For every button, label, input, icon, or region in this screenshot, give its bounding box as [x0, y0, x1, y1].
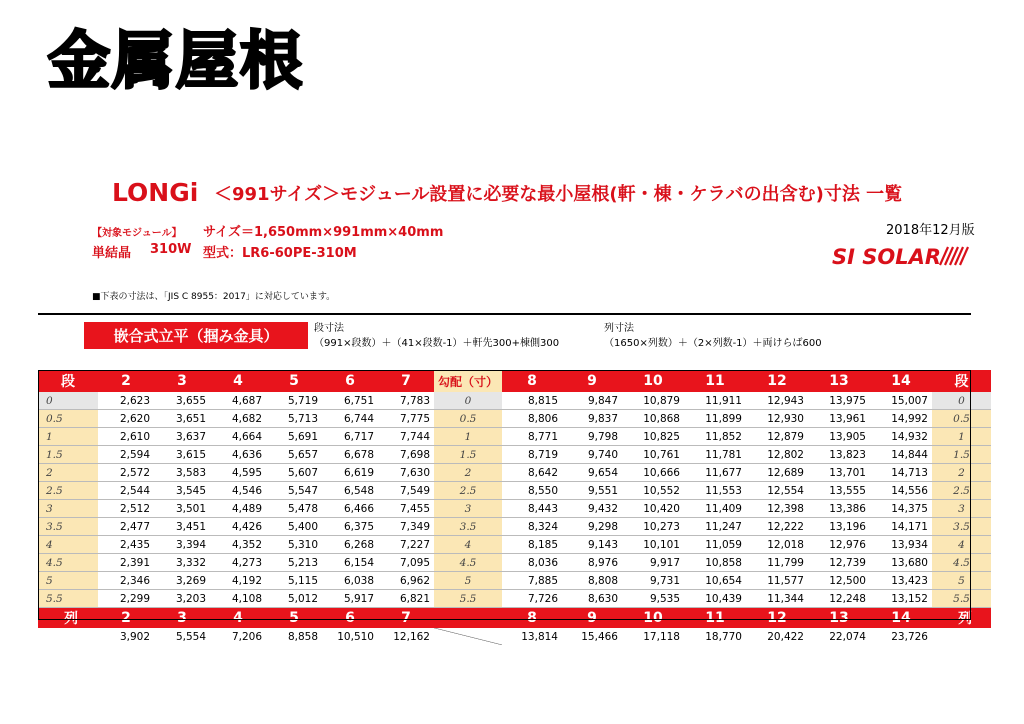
row-dimension-cell: 13,961 — [808, 410, 870, 428]
slope-label: 0 — [38, 392, 98, 410]
row-dimension-cell: 4,352 — [210, 536, 266, 554]
row-formula-title: 段寸法 — [314, 323, 344, 334]
row-dimension-cell: 5,547 — [266, 482, 322, 500]
row-dimension-cell: 3,394 — [154, 536, 210, 554]
row-dimension-cell: 3,451 — [154, 518, 210, 536]
slope-label: 5.5 — [434, 590, 502, 608]
row-dimension-cell: 6,619 — [322, 464, 378, 482]
row-dimension-cell: 2,594 — [98, 446, 154, 464]
column-dimension-cell: 20,422 — [767, 630, 804, 643]
row-dimension-cell: 6,548 — [322, 482, 378, 500]
row-dimension-cell: 3,651 — [154, 410, 210, 428]
row-dimension-cell: 9,847 — [562, 392, 622, 410]
column-count-heading: 4 — [210, 608, 266, 629]
slope-label: 5 — [38, 572, 98, 590]
si-solar-logo-text: SI SOLAR — [832, 245, 942, 269]
row-dimension-cell: 5,478 — [266, 500, 322, 518]
slope-label: 0.5 — [434, 410, 502, 428]
row-dimension-cell: 4,595 — [210, 464, 266, 482]
row-dimension-cell: 13,386 — [808, 500, 870, 518]
slope-label: 5.5 — [932, 590, 991, 608]
slope-label: 1 — [38, 428, 98, 446]
slope-label: 4 — [932, 536, 991, 554]
row-dimension-cell: 6,962 — [378, 572, 434, 590]
row-count-heading: 4 — [210, 370, 266, 392]
column-formula-title: 列寸法 — [604, 323, 634, 334]
row-dimension-cell: 8,550 — [502, 482, 562, 500]
row-header-label: 段 — [932, 370, 991, 392]
row-count-header — [38, 370, 991, 392]
table-row — [38, 428, 991, 446]
slope-label: 4 — [434, 536, 502, 554]
row-dimension-cell: 14,992 — [870, 410, 932, 428]
row-dimension-cell: 13,423 — [870, 572, 932, 590]
column-count-heading: 5 — [266, 608, 322, 629]
row-dimension-cell: 7,775 — [378, 410, 434, 428]
row-count-heading: 12 — [746, 370, 808, 392]
row-dimension-cell: 2,346 — [98, 572, 154, 590]
slope-label: 2 — [932, 464, 991, 482]
row-header-label: 段 — [38, 370, 98, 392]
column-count-heading: 6 — [322, 608, 378, 629]
slope-label: 0.5 — [932, 410, 991, 428]
row-dimension-cell: 8,642 — [502, 464, 562, 482]
row-count-heading: 6 — [322, 370, 378, 392]
column-count-heading: 3 — [154, 608, 210, 629]
row-dimension-cell: 12,879 — [746, 428, 808, 446]
row-dimension-cell: 3,332 — [154, 554, 210, 572]
column-dimension-cell: 15,466 — [581, 630, 618, 643]
slope-label: 1.5 — [38, 446, 98, 464]
slope-label: 1.5 — [932, 446, 991, 464]
table-row — [38, 500, 991, 518]
row-dimension-cell: 4,636 — [210, 446, 266, 464]
row-count-heading: 13 — [808, 370, 870, 392]
row-dimension-cell: 3,269 — [154, 572, 210, 590]
row-dimension-cell: 13,934 — [870, 536, 932, 554]
row-dimension-cell: 14,713 — [870, 464, 932, 482]
slope-heading: 勾配（寸） — [434, 370, 502, 392]
row-dimension-cell: 9,535 — [622, 590, 684, 608]
slope-label: 3.5 — [38, 518, 98, 536]
column-count-heading: 2 — [98, 608, 154, 629]
row-dimension-cell: 8,630 — [562, 590, 622, 608]
row-dimension-cell: 7,095 — [378, 554, 434, 572]
row-dimension-cell: 13,196 — [808, 518, 870, 536]
row-dimension-cell: 10,879 — [622, 392, 684, 410]
edition-date: 2018年12月版 — [886, 223, 975, 238]
slope-label: 2.5 — [932, 482, 991, 500]
module-wattage: 310W — [150, 242, 192, 257]
slope-label: 3 — [932, 500, 991, 518]
row-dimension-cell: 8,036 — [502, 554, 562, 572]
row-dimension-cell: 13,823 — [808, 446, 870, 464]
row-dimension-cell: 2,435 — [98, 536, 154, 554]
slope-label: 2.5 — [434, 482, 502, 500]
row-dimension-cell: 7,549 — [378, 482, 434, 500]
column-count-heading: 8 — [502, 608, 562, 629]
row-dimension-cell: 2,477 — [98, 518, 154, 536]
row-dimension-cell: 4,687 — [210, 392, 266, 410]
row-dimension-cell: 11,247 — [684, 518, 746, 536]
row-dimension-cell: 10,761 — [622, 446, 684, 464]
column-dimension-cell: 3,902 — [119, 630, 150, 643]
row-dimension-cell: 10,858 — [684, 554, 746, 572]
row-dimension-cell: 3,655 — [154, 392, 210, 410]
slope-label: 4.5 — [434, 554, 502, 572]
row-dimension-cell: 12,222 — [746, 518, 808, 536]
si-solar-logo — [832, 243, 972, 269]
column-dimension-cell: 5,554 — [175, 630, 206, 643]
column-dimension-cell: 10,510 — [337, 630, 374, 643]
module-model: 型式：LR6-60PE-310M — [203, 246, 357, 261]
slope-label: 4 — [38, 536, 98, 554]
row-dimension-cell: 9,551 — [562, 482, 622, 500]
row-dimension-cell: 8,185 — [502, 536, 562, 554]
column-dimension-cell: 12,162 — [393, 630, 430, 643]
row-dimension-cell: 4,682 — [210, 410, 266, 428]
row-dimension-cell: 3,615 — [154, 446, 210, 464]
row-dimension-cell: 3,637 — [154, 428, 210, 446]
row-dimension-cell: 11,553 — [684, 482, 746, 500]
column-dimension-cell: 17,118 — [643, 630, 680, 643]
module-size: サイズ＝1,650mm×991mm×40mm — [203, 225, 444, 240]
table-row — [38, 392, 991, 410]
row-count-heading: 7 — [378, 370, 434, 392]
row-dimension-cell: 8,771 — [502, 428, 562, 446]
slope-label: 3 — [38, 500, 98, 518]
row-dimension-cell: 10,868 — [622, 410, 684, 428]
slope-label: 0 — [932, 392, 991, 410]
row-dimension-cell: 10,552 — [622, 482, 684, 500]
row-dimension-cell: 3,583 — [154, 464, 210, 482]
slope-label: 4.5 — [932, 554, 991, 572]
row-dimension-cell: 2,610 — [98, 428, 154, 446]
row-dimension-cell: 5,310 — [266, 536, 322, 554]
table-row — [38, 536, 991, 554]
row-dimension-cell: 5,657 — [266, 446, 322, 464]
row-dimension-cell: 11,852 — [684, 428, 746, 446]
row-dimension-cell: 4,489 — [210, 500, 266, 518]
row-dimension-cell: 11,059 — [684, 536, 746, 554]
row-dimension-cell: 3,545 — [154, 482, 210, 500]
row-dimension-cell: 11,409 — [684, 500, 746, 518]
row-dimension-cell: 4,426 — [210, 518, 266, 536]
row-dimension-cell: 8,443 — [502, 500, 562, 518]
row-count-heading: 10 — [622, 370, 684, 392]
row-dimension-cell: 12,554 — [746, 482, 808, 500]
slope-label: 4.5 — [38, 554, 98, 572]
row-dimension-cell: 12,248 — [808, 590, 870, 608]
row-dimension-cell: 12,976 — [808, 536, 870, 554]
row-dimension-cell: 10,101 — [622, 536, 684, 554]
table-row — [38, 410, 991, 428]
row-dimension-cell: 9,798 — [562, 428, 622, 446]
row-dimension-cell: 14,844 — [870, 446, 932, 464]
slope-label: 0.5 — [38, 410, 98, 428]
row-dimension-cell: 4,664 — [210, 428, 266, 446]
column-count-heading: 7 — [378, 608, 434, 629]
row-dimension-cell: 5,713 — [266, 410, 322, 428]
row-dimension-cell: 4,546 — [210, 482, 266, 500]
row-dimension-cell: 2,544 — [98, 482, 154, 500]
row-dimension-cell: 2,512 — [98, 500, 154, 518]
slope-label: 2.5 — [38, 482, 98, 500]
row-dimension-cell: 15,007 — [870, 392, 932, 410]
row-dimension-cell: 11,344 — [746, 590, 808, 608]
row-count-heading: 11 — [684, 370, 746, 392]
row-count-heading: 8 — [502, 370, 562, 392]
row-dimension-cell: 10,825 — [622, 428, 684, 446]
mounting-method-label: 嵌合式立平（掴み金具） — [84, 322, 308, 349]
row-dimension-cell: 2,391 — [98, 554, 154, 572]
row-dimension-cell: 10,273 — [622, 518, 684, 536]
row-dimension-cell: 9,731 — [622, 572, 684, 590]
row-dimension-cell: 11,911 — [684, 392, 746, 410]
row-dimension-cell: 6,375 — [322, 518, 378, 536]
table-row — [38, 590, 991, 608]
row-dimension-cell: 10,439 — [684, 590, 746, 608]
slope-label: 2 — [38, 464, 98, 482]
divider — [38, 313, 971, 315]
row-dimension-cell: 2,572 — [98, 464, 154, 482]
jis-note: ■下表の寸法は、「JIS C 8955：2017」に対応しています。 — [92, 292, 336, 302]
row-dimension-cell: 6,751 — [322, 392, 378, 410]
table-row — [38, 518, 991, 536]
row-dimension-cell: 8,976 — [562, 554, 622, 572]
row-dimension-cell: 14,932 — [870, 428, 932, 446]
row-count-heading: 14 — [870, 370, 932, 392]
row-dimension-cell: 13,555 — [808, 482, 870, 500]
table-row — [38, 554, 991, 572]
row-dimension-cell: 4,192 — [210, 572, 266, 590]
row-dimension-cell: 8,808 — [562, 572, 622, 590]
row-dimension-cell: 3,501 — [154, 500, 210, 518]
row-dimension-cell: 8,815 — [502, 392, 562, 410]
slope-label: 0 — [434, 392, 502, 410]
row-count-heading: 2 — [98, 370, 154, 392]
row-dimension-cell: 8,719 — [502, 446, 562, 464]
row-dimension-cell: 6,154 — [322, 554, 378, 572]
slash-cell — [434, 628, 502, 645]
row-dimension-cell: 12,943 — [746, 392, 808, 410]
document-heading: ＜991サイズ＞モジュール設置に必要な最小屋根(軒・棟・ケラバの出含む)寸法 一覧 — [214, 184, 903, 205]
column-header-label: 列 — [932, 608, 991, 629]
row-dimension-cell: 7,455 — [378, 500, 434, 518]
cell-type: 単結晶 — [92, 246, 132, 261]
row-dimension-cell: 12,802 — [746, 446, 808, 464]
column-dimension-cell: 7,206 — [231, 630, 262, 643]
table-row — [38, 446, 991, 464]
row-dimension-cell: 13,680 — [870, 554, 932, 572]
column-dimension-cell: 8,858 — [287, 630, 318, 643]
column-count-heading: 9 — [562, 608, 622, 629]
row-dimension-cell: 12,739 — [808, 554, 870, 572]
row-dimension-cell: 14,375 — [870, 500, 932, 518]
blank-cell — [434, 608, 502, 629]
row-dimension-cell: 6,744 — [322, 410, 378, 428]
row-dimension-cell: 5,607 — [266, 464, 322, 482]
row-dimension-cell: 7,885 — [502, 572, 562, 590]
column-count-heading: 14 — [870, 608, 932, 629]
column-count-heading: 11 — [684, 608, 746, 629]
row-dimension-cell: 13,905 — [808, 428, 870, 446]
slope-label: 2 — [434, 464, 502, 482]
row-dimension-cell: 12,689 — [746, 464, 808, 482]
slope-label: 5.5 — [38, 590, 98, 608]
column-dimension-cell: 23,726 — [891, 630, 928, 643]
blank-cell — [38, 628, 98, 645]
row-dimension-cell: 11,677 — [684, 464, 746, 482]
row-dimension-cell: 7,726 — [502, 590, 562, 608]
column-dimension-cell: 18,770 — [705, 630, 742, 643]
row-dimension-cell: 7,227 — [378, 536, 434, 554]
row-dimension-cell: 9,917 — [622, 554, 684, 572]
row-dimension-cell: 7,349 — [378, 518, 434, 536]
row-dimension-cell: 5,917 — [322, 590, 378, 608]
row-dimension-cell: 9,432 — [562, 500, 622, 518]
row-dimension-cell: 9,740 — [562, 446, 622, 464]
row-dimension-cell: 14,171 — [870, 518, 932, 536]
target-module-label: 【対象モジュール】 — [92, 228, 182, 239]
blank-cell — [932, 628, 991, 645]
row-formula: （991×段数）＋（41×段数-1）＋軒先300+棟側300 — [314, 338, 560, 349]
slope-label: 3.5 — [434, 518, 502, 536]
row-dimension-cell: 5,213 — [266, 554, 322, 572]
row-dimension-cell: 12,398 — [746, 500, 808, 518]
row-dimension-cell: 11,899 — [684, 410, 746, 428]
row-dimension-cell: 8,324 — [502, 518, 562, 536]
row-dimension-cell: 9,837 — [562, 410, 622, 428]
row-dimension-cell: 7,698 — [378, 446, 434, 464]
row-count-heading: 3 — [154, 370, 210, 392]
slope-label: 1.5 — [434, 446, 502, 464]
row-dimension-cell: 6,038 — [322, 572, 378, 590]
row-dimension-cell: 5,115 — [266, 572, 322, 590]
row-dimension-cell: 5,691 — [266, 428, 322, 446]
table-row — [38, 482, 991, 500]
row-dimension-cell: 5,400 — [266, 518, 322, 536]
slope-label: 1 — [932, 428, 991, 446]
row-dimension-cell: 12,018 — [746, 536, 808, 554]
row-dimension-cell: 2,623 — [98, 392, 154, 410]
column-count-heading: 10 — [622, 608, 684, 629]
row-dimension-cell: 6,268 — [322, 536, 378, 554]
row-dimension-cell: 13,701 — [808, 464, 870, 482]
slope-label: 5 — [932, 572, 991, 590]
column-header-label: 列 — [38, 608, 98, 629]
column-formula: （1650×列数）＋（2×列数-1）＋両けらば600 — [604, 338, 822, 349]
row-dimension-cell: 9,654 — [562, 464, 622, 482]
row-dimension-cell: 13,975 — [808, 392, 870, 410]
row-dimension-cell: 4,108 — [210, 590, 266, 608]
row-dimension-cell: 4,273 — [210, 554, 266, 572]
row-dimension-cell: 5,012 — [266, 590, 322, 608]
row-dimension-cell: 14,556 — [870, 482, 932, 500]
row-dimension-cell: 8,806 — [502, 410, 562, 428]
column-count-heading: 13 — [808, 608, 870, 629]
slope-label: 3 — [434, 500, 502, 518]
table-row — [38, 572, 991, 590]
row-dimension-cell: 10,666 — [622, 464, 684, 482]
row-dimension-cell: 2,299 — [98, 590, 154, 608]
row-dimension-cell: 2,620 — [98, 410, 154, 428]
row-dimension-cell: 7,630 — [378, 464, 434, 482]
row-dimension-cell: 11,799 — [746, 554, 808, 572]
row-count-heading: 9 — [562, 370, 622, 392]
row-dimension-cell: 9,298 — [562, 518, 622, 536]
row-dimension-cell: 11,781 — [684, 446, 746, 464]
row-dimension-cell: 10,420 — [622, 500, 684, 518]
slope-label: 5 — [434, 572, 502, 590]
longi-logo: LONGi — [112, 178, 199, 207]
page-title: 金属屋根 — [48, 24, 305, 97]
row-dimension-cell: 10,654 — [684, 572, 746, 590]
row-dimension-cell: 7,783 — [378, 392, 434, 410]
row-dimension-cell: 7,744 — [378, 428, 434, 446]
row-dimension-cell: 9,143 — [562, 536, 622, 554]
column-dimension-cell: 22,074 — [829, 630, 866, 643]
column-count-heading: 12 — [746, 608, 808, 629]
table-row — [38, 464, 991, 482]
row-dimension-cell: 12,500 — [808, 572, 870, 590]
slope-label: 1 — [434, 428, 502, 446]
column-dimension-row — [38, 628, 991, 645]
row-dimension-cell: 6,717 — [322, 428, 378, 446]
row-dimension-cell: 11,577 — [746, 572, 808, 590]
row-dimension-cell: 5,719 — [266, 392, 322, 410]
row-dimension-cell: 3,203 — [154, 590, 210, 608]
row-dimension-cell: 6,821 — [378, 590, 434, 608]
dimension-table — [38, 370, 991, 645]
row-dimension-cell: 6,466 — [322, 500, 378, 518]
row-dimension-cell: 6,678 — [322, 446, 378, 464]
column-dimension-cell: 13,814 — [521, 630, 558, 643]
column-count-header — [38, 608, 991, 629]
slope-label: 3.5 — [932, 518, 991, 536]
row-dimension-cell: 12,930 — [746, 410, 808, 428]
row-dimension-cell: 13,152 — [870, 590, 932, 608]
row-count-heading: 5 — [266, 370, 322, 392]
